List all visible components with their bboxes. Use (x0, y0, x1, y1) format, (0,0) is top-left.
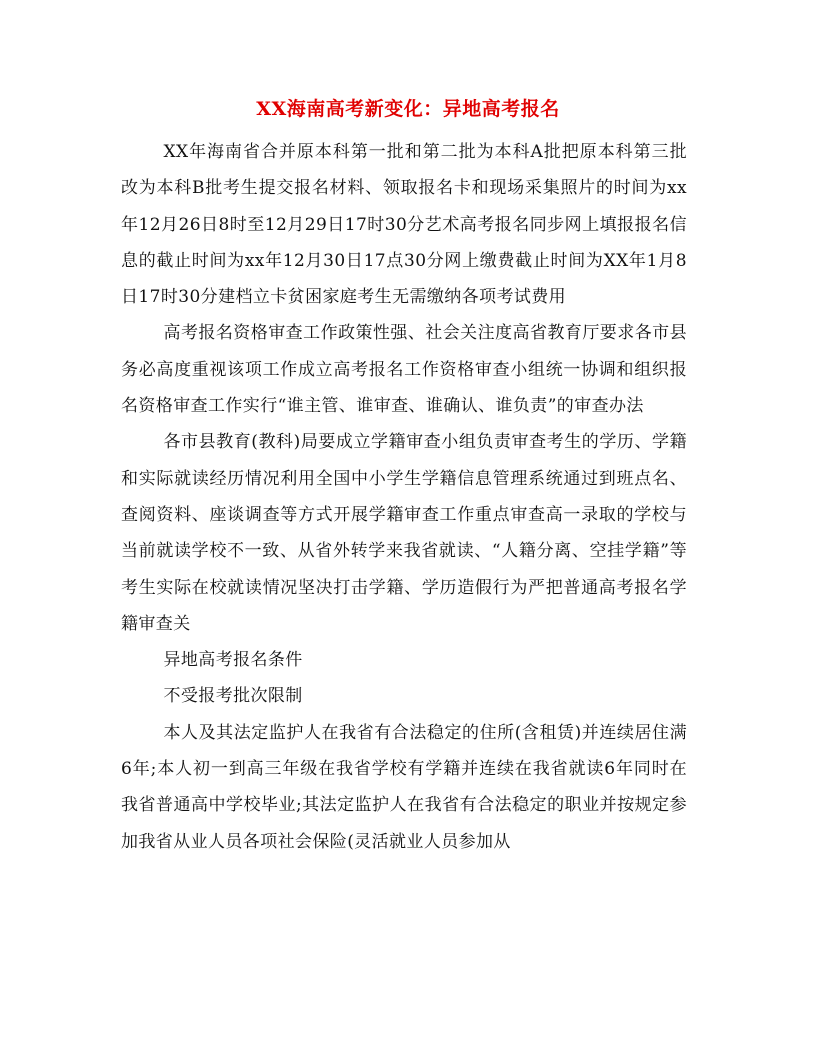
paragraph-eligibility-review: 高考报名资格审查工作政策性强、社会关注度高省教育厅要求各市县务必高度重视该项工作成立高考报名工作资格审查小组统一协调和组织报名资格审查工作实行“谁主管、谁审查、谁确认、谁负责”的审查办法 (121, 323, 687, 417)
paragraph-exam-schedule: XX年海南省合并原本科第一批和第二批为本科A批把原本科第三批改为本科B批考生提交报名材料、领取报名卡和现场采集照片的时间为xx年12月26日8时至12月29日17时30分艺术高考报名同步网上填报报名信息的截止时间为xx年12月30日17点30分网上缴费截止时间为XX年1月8日17时30分建档立卡贫困家庭考生无需缴纳各项考试费用 (121, 142, 687, 308)
paragraph-residency-conditions: 本人及其法定监护人在我省有合法稳定的住所(含租赁)并连续居住满6年;本人初一到高三年级在我省学校有学籍并连续在我省就读6年同时在我省普通高中学校毕业;其法定监护人在我省有合法稳定的职业并按规定参加我省从业人员各项社会保险(灵活就业人员参加从 (121, 722, 687, 852)
paragraph-nonlocal-heading: 异地高考报名条件 (163, 650, 303, 671)
paragraph-batch-limit: 不受报考批次限制 (163, 686, 303, 707)
document-title: XX海南高考新变化：异地高考报名 (256, 98, 560, 120)
paragraph-enrollment-review: 各市县教育(教科)局要成立学籍审查小组负责审查考生的学历、学籍和实际就读经历情况利用全国中小学生学籍信息管理系统通过到班点名、查阅资料、座谈调查等方式开展学籍审查工作重点审查高一录取的学校与当前就读学校不一致、从省外转学来我省就读、“人籍分离、空挂学籍”等考生实际在校就读情况坚决打击学籍、学历造假行为严把普通高考报名学籍审查关 (121, 432, 687, 634)
document-body (121, 134, 687, 860)
